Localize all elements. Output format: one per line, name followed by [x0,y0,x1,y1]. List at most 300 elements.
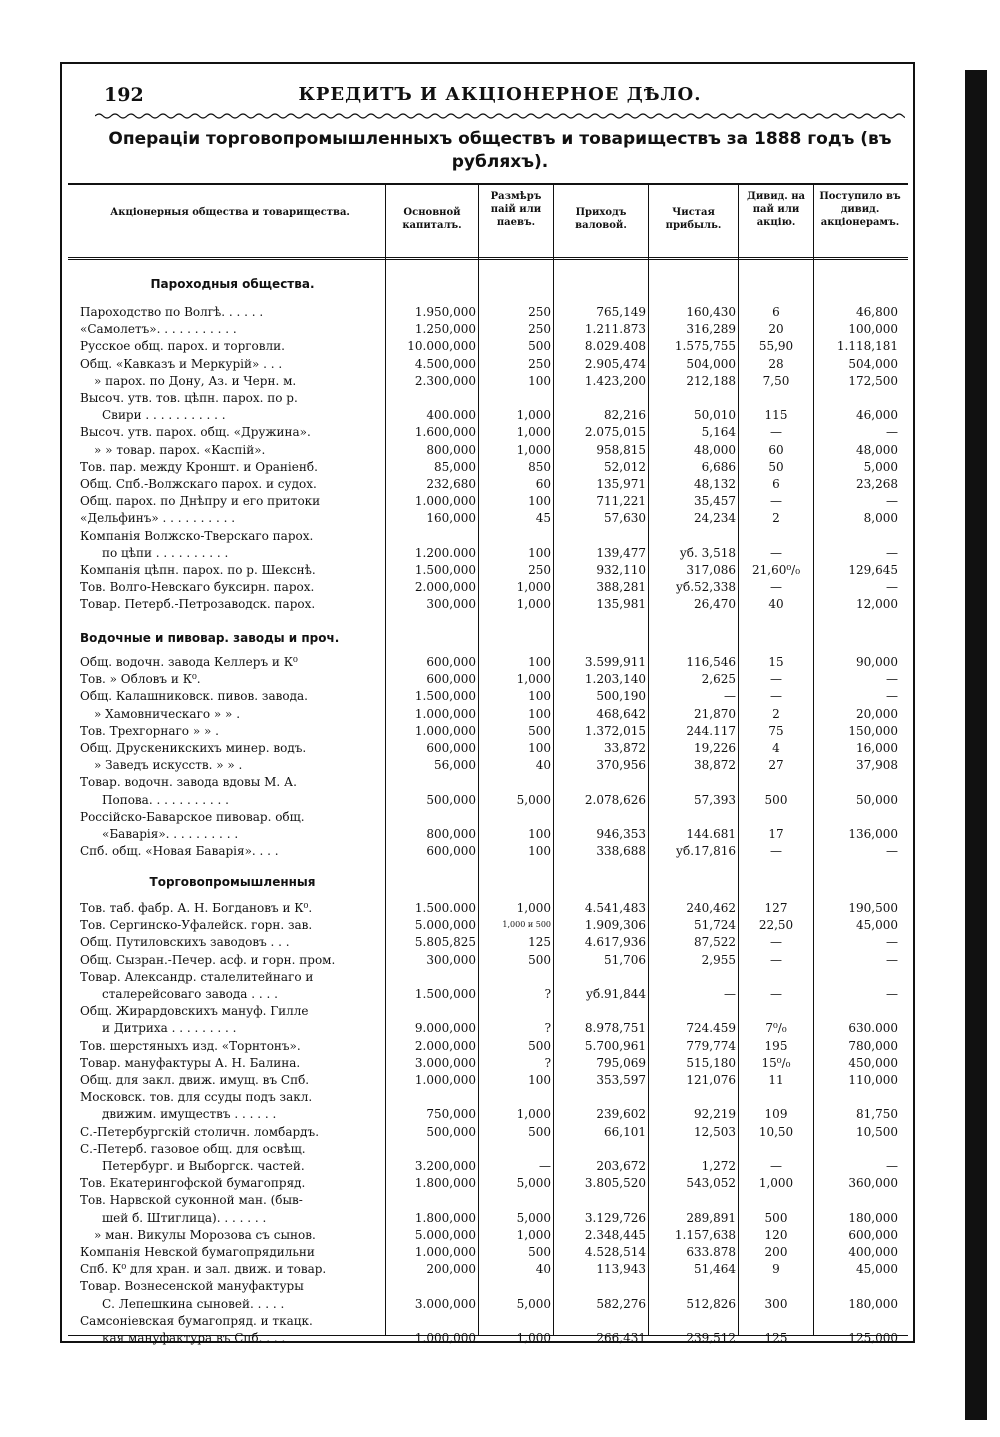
row-income: 2.348,445 [584,1227,646,1242]
row-paid: 37,908 [856,758,898,773]
row-dividend: 1,000 [758,1176,794,1191]
row-income: 135,971 [596,477,646,491]
column-divider [738,184,739,1335]
row-name: Общ. Сызран.-Печер. асф. и горн. пром. [80,952,336,967]
row-name: С.-Петербургскій столичн. ломбардъ. [80,1124,320,1139]
row-name: Высоч. утв. тов. цѣпн. парох. по р. [80,391,298,405]
row-share-size: 100 [528,373,551,388]
row-paid: 450,000 [848,1055,898,1070]
row-profit: 24,234 [694,511,736,526]
row-paid: — [886,987,898,1001]
row-capital: 232,680 [426,477,476,491]
row-share-size: 1,000 [516,580,551,595]
row-name: » Хамовническаго » » . [94,706,241,721]
row-name: движим. имуществъ . . . . . . [102,1107,277,1122]
row-income: 3.805,520 [584,1176,646,1191]
row-capital: 1.000,000 [414,706,476,721]
row-paid: — [886,1159,898,1173]
row-paid: — [886,545,898,560]
column-header-income: Приходъ валовой. [575,207,627,231]
row-income: 468,642 [596,706,646,721]
row-income: 711,221 [596,494,646,509]
row-paid: — [886,672,898,687]
row-profit: 51,464 [694,1262,736,1277]
row-name: Тов. Сергинско-Уфалейск. горн. зав. [80,918,313,933]
row-share-size: 100 [528,545,551,560]
row-paid: 45,000 [856,918,898,933]
row-name: по цѣпи . . . . . . . . . . [102,545,229,560]
row-paid: — [886,425,898,440]
row-dividend: — [770,1159,782,1173]
row-name: Свири . . . . . . . . . . . [102,408,226,423]
section-heading: Торговопромышленныя [149,875,316,889]
row-income: 1.211.873 [584,322,646,337]
row-dividend: 15 [768,655,784,669]
row-name: «Самолетъ». . . . . . . . . . . [80,322,237,337]
row-profit: 1.575,755 [674,339,736,354]
row-profit: 240,462 [686,901,736,915]
row-profit: 87,522 [694,935,736,950]
row-income: 765,149 [596,305,646,319]
row-name: Общ. Путиловскихъ заводовъ . . . [80,935,290,950]
row-paid: 90,000 [856,655,898,669]
row-paid: 630.000 [848,1021,898,1036]
row-paid: 10,500 [856,1124,898,1139]
row-name: Тов. Трехгорнаго » » . [80,723,219,738]
row-capital: 5.000,000 [414,918,476,933]
row-dividend: 300 [764,1296,788,1311]
row-paid: 360,000 [848,1176,898,1191]
row-profit: 317,086 [686,563,736,577]
row-income: 52,012 [604,459,646,474]
row-dividend: — [770,494,782,509]
row-dividend: 120 [764,1227,788,1242]
row-dividend: 4 [772,741,780,755]
row-income: 946,353 [596,827,646,841]
row-name: Товар. Вознесенской мануфактуры [80,1279,304,1294]
row-dividend: 60 [768,442,784,457]
row-profit: 92,219 [694,1107,736,1122]
row-dividend: 11 [768,1073,784,1087]
row-share-size: ? [544,987,551,1001]
row-profit: 1.157,638 [674,1227,736,1242]
row-dividend: — [770,935,782,950]
row-dividend: — [770,425,782,440]
row-income: 266,431 [596,1331,646,1345]
row-name: Товар. водочн. завода вдовы М. А. [80,775,297,790]
row-capital: 160,000 [426,511,476,526]
row-name: С. Лепешкина сыновей. . . . . [102,1296,285,1311]
row-dividend: 20 [768,322,784,337]
row-share-size: 250 [528,305,551,319]
column-header-share-size: Размѣръ паiй или паевъ. [490,191,542,228]
row-name: Тов. шерстяныхъ изд. «Торнтонъ». [80,1038,301,1053]
row-income: 8.029.408 [584,339,646,354]
row-profit: 289,891 [686,1210,736,1225]
row-profit: 779,774 [686,1038,736,1053]
row-profit: 6,686 [701,459,736,474]
row-profit: 239,512 [686,1331,736,1345]
row-dividend: 27 [768,758,784,773]
row-paid: — [886,952,898,967]
row-capital: 5.000,000 [414,1227,476,1242]
row-paid: 45,000 [856,1262,898,1277]
row-paid: 1.118,181 [836,339,898,354]
row-share-size: 500 [528,1245,551,1259]
row-dividend: 2 [772,706,780,721]
row-dividend: 7,50 [762,373,790,388]
row-share-size: 250 [528,356,551,371]
column-divider [385,184,386,1335]
row-profit: уб.17,816 [675,844,736,859]
section-heading: Водочные и пивовар. заводы и проч. [80,631,340,645]
row-paid: — [886,689,898,704]
row-dividend: 500 [764,792,788,807]
row-share-size: 500 [528,723,551,738]
row-profit: 12,503 [694,1124,736,1139]
row-capital: 600,000 [426,741,476,755]
row-income: 388,281 [596,580,646,595]
row-paid: 46,000 [856,408,898,423]
column-header-dividend: Дивид. на пай или акцію. [746,191,806,228]
row-name: Компанія цѣпн. парох. по р. Шекснѣ. [80,563,316,577]
table-header-rule [68,257,908,260]
row-share-size: 100 [528,1073,551,1087]
row-paid: 50,000 [856,792,898,807]
row-dividend: — [770,844,782,859]
row-share-size: 100 [528,689,551,704]
row-income: 239,602 [596,1107,646,1122]
row-name: Спб. общ. «Новая Баварія». . . . [80,844,279,859]
row-capital: 500,000 [426,792,476,807]
row-paid: 125,000 [848,1331,898,1345]
row-profit: 48,000 [694,442,736,457]
row-income: 1.203,140 [584,672,646,687]
row-name: Общ. Калашниковск. пивов. завода. [80,689,308,704]
row-share-size: 100 [528,844,551,859]
row-paid: 5,000 [863,459,898,474]
row-share-size: 1,000 [516,1331,551,1345]
row-name: «Баварія». . . . . . . . . . [102,827,239,841]
row-profit: 1,272 [701,1159,736,1173]
row-dividend: 21,60⁰/₀ [751,563,801,577]
column-header-capital: Основной капиталъ. [402,207,462,231]
row-share-size: 1,000 [516,442,551,457]
row-share-size: 250 [528,563,551,577]
row-name: Пароходство по Волгѣ. . . . . . [80,305,264,319]
row-name: » Заведъ искусств. » » . [94,758,243,773]
row-name: Общ. Друскеникскихъ минер. водъ. [80,741,307,755]
column-divider [553,184,554,1335]
row-dividend: 75 [768,723,784,738]
row-income: 3.599,911 [584,655,646,669]
row-income: 203,672 [596,1159,646,1173]
row-income: 2.078,626 [584,792,646,807]
row-name: » ман. Викулы Морозова съ сынов. [94,1227,316,1242]
row-capital: 1.250,000 [414,322,476,337]
row-capital: 1.500.000 [414,901,476,915]
row-share-size: 5,000 [516,792,551,807]
row-capital: 1.000,000 [414,494,476,509]
row-capital: 200,000 [426,1262,476,1277]
row-capital: 3.000,000 [414,1296,476,1311]
row-profit: уб.52,338 [675,580,736,595]
row-capital: 750,000 [426,1107,476,1122]
row-name: «Дельфинъ» . . . . . . . . . . [80,511,236,526]
row-share-size: 100 [528,741,551,755]
row-income: 795,069 [596,1055,646,1070]
row-share-size: 1,000 [516,408,551,423]
row-share-size: 1,000 [516,425,551,440]
row-income: 8.978,751 [584,1021,646,1036]
row-share-size: 1,000 и 500 [502,920,551,930]
row-capital: 85,000 [434,459,476,474]
row-share-size: 5,000 [516,1210,551,1225]
row-profit: 5,164 [701,425,736,440]
row-dividend: 28 [768,356,784,371]
row-paid: 12,000 [856,597,898,612]
row-capital: 1.500,000 [414,689,476,704]
row-share-size: 500 [528,1124,551,1139]
row-share-size: 100 [528,494,551,509]
row-paid: 46,800 [856,305,898,319]
section-heading: Пароходныя общества. [150,277,315,291]
row-name: Высоч. утв. парох. общ. «Дружина». [80,425,311,440]
row-profit: 543,052 [686,1176,736,1191]
row-capital: 500,000 [426,1124,476,1139]
row-dividend: 115 [764,408,788,423]
row-dividend: — [770,580,782,595]
row-name: Товар. мануфактуры А. Н. Балина. [80,1055,301,1070]
row-capital: 2.000,000 [414,1038,476,1053]
row-paid: — [886,580,898,595]
row-profit: 116,546 [686,655,736,669]
row-income: 2.905,474 [584,356,646,371]
row-capital: 1.000,000 [414,1073,476,1087]
row-share-size: 40 [535,758,551,773]
row-profit: уб. 3,518 [679,545,736,560]
row-profit: 26,470 [694,597,736,612]
row-capital: 4.500,000 [414,356,476,371]
column-divider [648,184,649,1335]
row-name: Товар. Александр. сталелитейнаго и [80,969,314,984]
row-capital: 300,000 [426,952,476,967]
row-paid: 150,000 [848,723,898,738]
row-capital: 600,000 [426,844,476,859]
row-income: 338,688 [596,844,646,859]
row-paid: 180,000 [848,1296,898,1311]
row-income: 66,101 [604,1124,646,1139]
row-dividend: 2 [772,511,780,526]
row-profit: 19,226 [694,741,736,755]
row-capital: 600,000 [426,672,476,687]
row-name: Общ. водочн. завода Келлеръ и К⁰ [80,655,298,669]
row-share-size: 100 [528,655,551,669]
row-name: Попова. . . . . . . . . . . [102,792,229,807]
row-capital: 800,000 [426,442,476,457]
row-capital: 1.000,000 [414,1245,476,1259]
running-head [100,84,900,112]
row-capital: 3.200,000 [414,1159,476,1173]
row-capital: 5.805,825 [414,935,476,950]
row-dividend: 6 [772,305,780,319]
row-name: сталерейсоваго завода . . . . [102,987,278,1001]
row-share-size: 45 [535,511,551,526]
row-dividend: 15⁰/₀ [761,1055,791,1070]
row-capital: 1.500,000 [414,987,476,1001]
row-paid: 16,000 [856,741,898,755]
row-capital: 10.000,000 [407,339,476,354]
row-income: 113,943 [596,1262,646,1277]
row-profit: 21,870 [694,706,736,721]
row-income: 1.372,015 [584,723,646,738]
row-income: 33,872 [604,741,646,755]
row-profit: — [724,987,736,1001]
row-name: С.-Петерб. газовое общ. для освѣщ. [80,1141,306,1156]
row-name: Общ. Жирардовскихъ мануф. Гилле [80,1004,309,1019]
row-capital: 300,000 [426,597,476,612]
row-share-size: 5,000 [516,1296,551,1311]
column-divider [813,184,814,1335]
row-paid: — [886,494,898,509]
row-name: шей б. Штиглица). . . . . . . [102,1210,267,1225]
row-paid: 48,000 [856,442,898,457]
row-name: Тов. » Обловъ и К⁰. [80,672,201,687]
row-dividend: 127 [764,901,788,915]
row-profit: 50,010 [694,408,736,423]
column-header-profit: Чистая прибыль. [665,207,722,231]
row-dividend: 109 [764,1107,788,1122]
row-paid: 190,500 [848,901,898,915]
row-dividend: 50 [768,459,784,474]
row-income: 57,630 [604,511,646,526]
row-capital: 56,000 [434,758,476,773]
row-income: 500,190 [596,689,646,704]
row-name: Компанія Волжско-Тверскаго парох. [80,528,314,543]
row-paid: 504,000 [848,356,898,371]
row-share-size: ? [544,1055,551,1070]
row-name: Тов. таб. фабр. А. Н. Богдановъ и К⁰. [80,901,313,915]
row-dividend: 17 [768,827,784,841]
row-income: 82,216 [604,408,646,423]
row-capital: 1.000,000 [414,1331,476,1345]
row-capital: 600,000 [426,655,476,669]
row-income: 5.700,961 [584,1038,646,1053]
row-capital: 400.000 [426,408,476,423]
row-profit: 35,457 [694,494,736,509]
row-name: Общ. «Кавказъ и Меркурій» . . . [80,356,283,371]
row-income: 4.541,483 [584,901,646,915]
row-profit: 724.459 [686,1021,736,1036]
row-profit: 57,393 [694,792,736,807]
row-paid: 400,000 [848,1245,898,1259]
row-share-size: 1,000 [516,1107,551,1122]
row-capital: 1.950,000 [414,305,476,319]
row-name: Русское общ. парох. и торговли. [80,339,285,354]
wavy-rule [95,112,905,120]
row-profit: 512,826 [686,1296,736,1311]
row-capital: 2.300,000 [414,373,476,388]
row-name: Тов. Волго-Невскаго буксирн. парох. [80,580,315,595]
row-capital: 1.600,000 [414,425,476,440]
row-name: Общ. Спб.-Волжскаго парох. и судох. [80,477,317,491]
row-income: 139,477 [596,545,646,560]
row-name: Тов. Нарвской суконной ман. (быв- [80,1193,303,1208]
row-name: Компанія Невской бумагопрядильни [80,1245,315,1259]
row-profit: 51,724 [694,918,736,933]
row-paid: 180,000 [848,1210,898,1225]
row-income: 135,981 [596,597,646,612]
row-share-size: 500 [528,339,551,354]
row-name: Товар. Петерб.-Петрозаводск. парох. [80,597,316,612]
row-dividend: 22,50 [758,918,794,933]
row-capital: 1.800,000 [414,1210,476,1225]
row-dividend: — [770,987,782,1001]
row-share-size: 1,000 [516,1227,551,1242]
row-income: 1.423,200 [584,373,646,388]
row-paid: — [886,844,898,859]
row-paid: 136,000 [848,827,898,841]
row-capital: 2.000,000 [414,580,476,595]
row-dividend: 40 [768,597,784,612]
row-paid: 110,000 [848,1073,898,1087]
row-profit: 38,872 [694,758,736,773]
row-share-size: 100 [528,827,551,841]
row-name: Тов. Екатерингофской бумагопряд. [80,1176,306,1191]
row-dividend: 10,50 [758,1124,794,1139]
row-dividend: 9 [772,1262,780,1277]
row-share-size: 40 [535,1262,551,1277]
row-capital: 1.500,000 [414,563,476,577]
row-name: » » товар. парох. «Каспій». [94,442,266,457]
row-dividend: — [770,952,782,967]
row-profit: 515,180 [686,1055,736,1070]
row-profit: 2,955 [701,952,736,967]
row-capital: 1.000,000 [414,723,476,738]
row-paid: 100,000 [848,322,898,337]
running-title: КРЕДИТЪ И АКЦІОНЕРНОЕ ДѢЛО. [298,84,702,105]
row-income: 582,276 [596,1296,646,1311]
row-share-size: ? [544,1021,551,1036]
row-share-size: 100 [528,706,551,721]
row-profit: — [724,689,736,704]
row-paid: 81,750 [856,1107,898,1122]
row-paid: 23,268 [856,477,898,491]
row-profit: 504,000 [686,356,736,371]
row-share-size: 5,000 [516,1176,551,1191]
column-header-name: Акціонерныя общества и товарищества. [110,207,350,218]
row-dividend: 195 [764,1038,788,1053]
column-divider [478,184,479,1335]
row-capital: 1.800,000 [414,1176,476,1191]
row-paid: 600,000 [848,1227,898,1242]
row-income: уб.91,844 [585,987,646,1001]
page-edge-shadow [965,70,987,1420]
row-profit: 121,076 [686,1073,736,1087]
row-share-size: 1,000 [516,901,551,915]
row-share-size: 60 [535,477,551,491]
row-share-size: 850 [528,459,551,474]
row-profit: 144.681 [686,827,736,841]
row-share-size: 125 [528,935,551,950]
row-name: Тов. пар. между Кроншт. и Ораніенб. [80,459,318,474]
row-income: 51,706 [604,952,646,967]
row-profit: 633.878 [686,1245,736,1259]
row-income: 4.528,514 [584,1245,646,1259]
row-name: Спб. К⁰ для хран. и зал. движ. и товар. [80,1262,327,1277]
row-capital: 800,000 [426,827,476,841]
row-profit: 160,430 [686,305,736,319]
